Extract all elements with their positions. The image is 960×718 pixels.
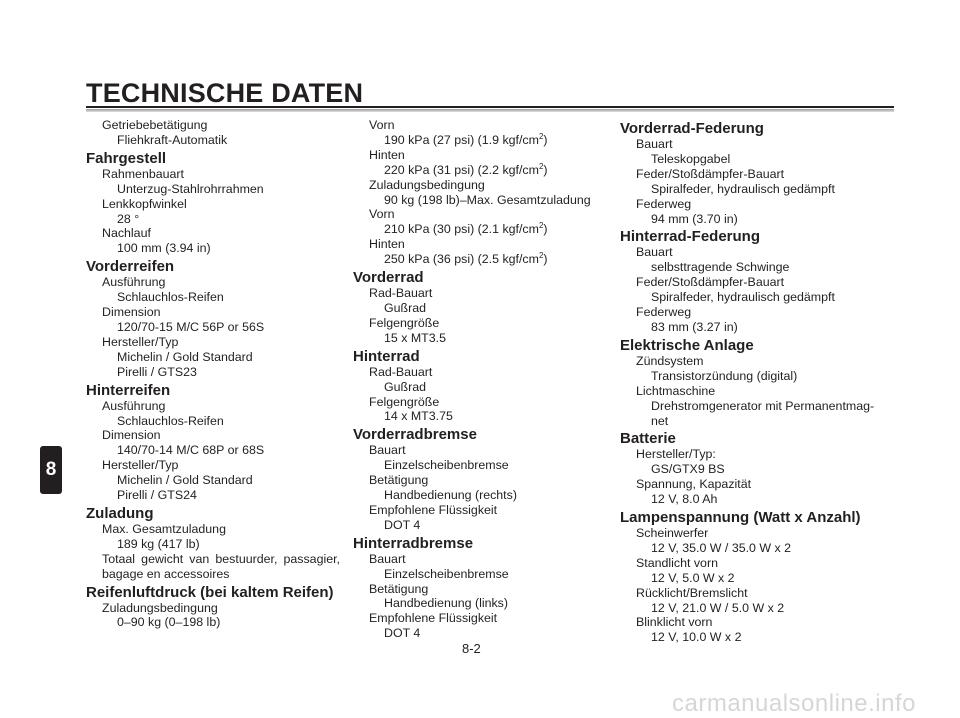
spec-value: Drehstromgenerator mit Permanentmag-: [651, 398, 875, 413]
spec-label: Dimension: [102, 305, 161, 320]
spec-value: Michelin / Gold Standard: [117, 473, 253, 488]
spec-value: Michelin / Gold Standard: [117, 349, 253, 364]
section-heading: Hinterrad-Federung: [620, 228, 761, 246]
section-heading: Reifenluftdruck (bei kaltem Reifen): [86, 583, 334, 601]
spec-value-text: 190 kPa (27 psi) (1.9 kgf/cm: [384, 132, 539, 147]
spec-value: 90 kg (198 lb)–Max. Gesamtzuladung: [384, 192, 591, 207]
spec-label: Bauart: [369, 551, 406, 566]
spec-value: 14 x MT3.75: [384, 409, 453, 424]
page-number: 8-2: [462, 641, 481, 656]
section-heading: Zuladung: [86, 504, 154, 522]
unit-superscript: 2: [538, 221, 544, 231]
spec-value: 140/70-14 M/C 68P or 68S: [117, 443, 265, 458]
spec-value: Fliehkraft-Automatik: [117, 132, 228, 147]
unit-superscript: 2: [538, 161, 544, 171]
unit-superscript: 2: [538, 251, 544, 261]
spec-value: Spiralfeder, hydraulisch gedämpft: [651, 290, 835, 305]
spec-value: Einzelscheibenbremse: [384, 566, 509, 581]
spec-value-closing: ): [543, 132, 548, 147]
spec-value: Transistorzündung (digital): [651, 368, 798, 383]
spec-label: Feder/Stoßdämpfer-Bauart: [636, 275, 785, 290]
spec-column-1: [86, 118, 340, 630]
spec-value: 100 mm (3.94 in): [117, 241, 211, 256]
section-heading: Fahrgestell: [86, 149, 167, 167]
spec-label: Bauart: [369, 443, 406, 458]
spec-value-closing: ): [543, 252, 548, 267]
spec-value: Spiralfeder, hydraulisch gedämpft: [651, 181, 835, 196]
section-heading: Hinterrad: [353, 347, 420, 365]
spec-note: Totaal gewicht van bestuurder, passagier, bagage en accessoires: [102, 551, 340, 581]
spec-value-text: 220 kPa (31 psi) (2.2 kgf/cm: [384, 162, 539, 177]
spec-column-3: [620, 118, 875, 645]
section-heading: Elektrische Anlage: [620, 336, 754, 354]
spec-value: 12 V, 21.0 W / 5.0 W x 2: [651, 600, 785, 615]
spec-value: net: [651, 413, 669, 428]
spec-value: DOT 4: [384, 626, 421, 641]
spec-label: Lichtmaschine: [636, 383, 716, 398]
spec-label: Zündsystem: [636, 353, 704, 368]
spec-value: 28 °: [117, 211, 140, 226]
spec-label: Hersteller/Typ:: [636, 447, 716, 462]
spec-value: Schlauchlos-Reifen: [117, 413, 224, 428]
section-heading: Batterie: [620, 430, 676, 448]
section-heading: Hinterreifen: [86, 381, 171, 399]
spec-label: Zuladungsbedingung: [102, 600, 218, 615]
spec-value: 12 V, 10.0 W x 2: [651, 630, 742, 645]
spec-column-2: [353, 118, 593, 641]
spec-value: DOT 4: [384, 517, 421, 532]
spec-value: 0–90 kg (0–198 lb): [117, 615, 221, 630]
section-heading: Vorderrad: [353, 269, 424, 287]
spec-value-text: 250 kPa (36 psi) (2.5 kgf/cm: [384, 252, 539, 267]
spec-value-text: 210 kPa (30 psi) (2.1 kgf/cm: [384, 222, 539, 237]
spec-value: 94 mm (3.70 in): [651, 211, 738, 226]
spec-label: Feder/Stoßdämpfer-Bauart: [636, 166, 785, 181]
spec-value: Einzelscheibenbremse: [384, 458, 509, 473]
spec-label: Ausführung: [102, 398, 166, 413]
spec-label: Standlicht vorn: [636, 555, 718, 570]
spec-label: Ausführung: [102, 275, 166, 290]
chapter-tab[interactable]: 8: [40, 446, 62, 494]
spec-label: Federweg: [636, 196, 692, 211]
spec-label: Federweg: [636, 305, 692, 320]
section-heading: Hinterradbremse: [353, 534, 474, 552]
spec-label: Vorn: [369, 118, 395, 132]
spec-value: Pirelli / GTS23: [117, 364, 197, 379]
spec-value: 189 kg (417 lb): [117, 536, 200, 551]
spec-value: Teleskopgabel: [651, 151, 731, 166]
spec-label: Rahmenbauart: [102, 166, 184, 181]
spec-value: [353, 163, 593, 178]
spec-value: [353, 133, 593, 148]
section-heading: Vorderradbremse: [353, 426, 477, 444]
spec-label: Betätigung: [369, 473, 429, 488]
spec-label: Rad-Bauart: [369, 364, 433, 379]
unit-superscript: 2: [538, 131, 544, 141]
spec-value: 83 mm (3.27 in): [651, 319, 738, 334]
spec-label: Hinten: [369, 147, 405, 162]
spec-label: Zuladungsbedingung: [369, 177, 485, 192]
spec-value-closing: ): [543, 222, 548, 237]
spec-value: selbsttragende Schwinge: [651, 260, 790, 275]
spec-value: Schlauchlos-Reifen: [117, 290, 224, 305]
spec-value: 15 x MT3.5: [384, 330, 446, 345]
spec-label: Rücklicht/Bremslicht: [636, 585, 748, 600]
spec-label: Spannung, Kapazität: [636, 477, 752, 492]
spec-label: Blinklicht vorn: [636, 615, 713, 630]
spec-label: Nachlauf: [102, 226, 151, 241]
spec-value: [353, 252, 593, 267]
spec-label: Bauart: [636, 137, 673, 151]
spec-label: Scheinwerfer: [636, 526, 709, 541]
spec-label: Hinten: [369, 237, 405, 252]
spec-label: Empfohlene Flüssigkeit: [369, 611, 498, 626]
spec-label: Max. Gesamtzuladung: [102, 521, 226, 536]
spec-value: 12 V, 35.0 W / 35.0 W x 2: [651, 540, 792, 555]
spec-label: Bauart: [636, 245, 673, 260]
spec-value: [353, 222, 593, 237]
spec-label: Felgengröße: [369, 394, 440, 409]
spec-label: Felgengröße: [369, 315, 440, 330]
spec-value: GS/GTX9 BS: [651, 462, 725, 477]
spec-value: Gußrad: [384, 300, 427, 315]
spec-value: Pirelli / GTS24: [117, 488, 197, 503]
spec-label: Rad-Bauart: [369, 286, 433, 301]
watermark: carmanualsonline.info: [672, 690, 916, 717]
spec-value-closing: ): [543, 162, 548, 177]
spec-value: 12 V, 5.0 W x 2: [651, 570, 735, 585]
spec-value: Handbedienung (links): [384, 596, 508, 611]
spec-label: Betätigung: [369, 581, 429, 596]
section-heading: Vorderreifen: [86, 258, 175, 276]
title-rule-shadow: [86, 109, 894, 112]
spec-value: 12 V, 8.0 Ah: [651, 492, 718, 507]
page-title: TECHNISCHE DATEN: [86, 78, 364, 108]
spec-label: Hersteller/Typ: [102, 334, 179, 349]
spec-value: Handbedienung (rechts): [384, 488, 517, 503]
spec-label: Empfohlene Flüssigkeit: [369, 502, 498, 517]
section-heading: Vorderrad-Federung: [620, 120, 764, 137]
spec-label: Dimension: [102, 428, 161, 443]
spec-label: Hersteller/Typ: [102, 458, 179, 473]
spec-value: Gußrad: [384, 379, 427, 394]
spec-value: 120/70-15 M/C 56P or 56S: [117, 319, 265, 334]
spec-label: Vorn: [369, 207, 395, 222]
spec-label: Lenkkopfwinkel: [102, 196, 187, 211]
section-heading: Lampenspannung (Watt x Anzahl): [620, 509, 861, 527]
title-rule: [86, 106, 894, 108]
spec-label: Getriebebetätigung: [102, 118, 208, 132]
spec-value: Unterzug-Stahlrohrrahmen: [117, 181, 264, 196]
